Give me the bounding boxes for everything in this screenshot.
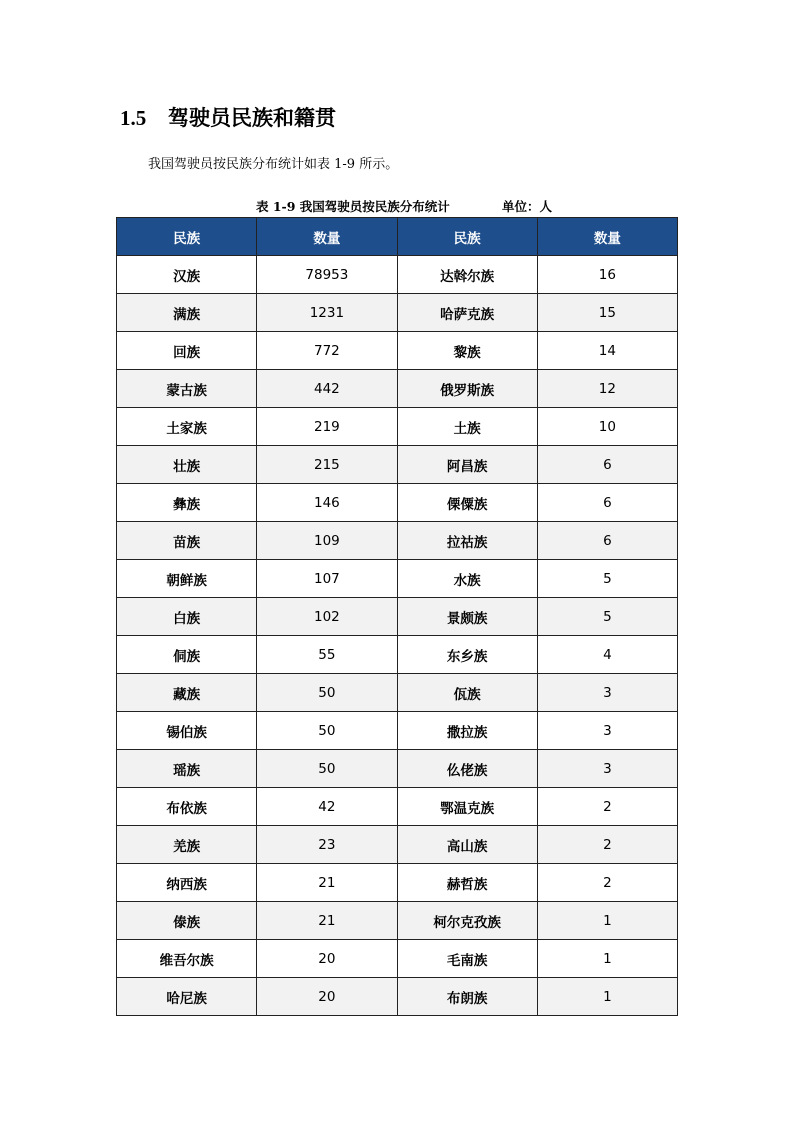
table-row <box>117 712 678 750</box>
table-row <box>117 598 678 636</box>
table-row <box>117 674 678 712</box>
count-cell: 21 <box>257 864 397 902</box>
count-cell: 3 <box>537 712 677 750</box>
ethnicity-cell: 拉祜族 <box>397 522 537 560</box>
ethnicity-cell: 黎族 <box>397 332 537 370</box>
table-row <box>117 484 678 522</box>
table-row <box>117 332 678 370</box>
count-cell: 3 <box>537 750 677 788</box>
table-caption-unit: 单位：人 <box>502 199 553 214</box>
count-cell: 109 <box>257 522 397 560</box>
ethnicity-cell: 壮族 <box>117 446 257 484</box>
ethnicity-cell: 阿昌族 <box>397 446 537 484</box>
section-title: 驾驶员民族和籍贯 <box>168 105 336 130</box>
table-row <box>117 750 678 788</box>
ethnicity-cell: 白族 <box>117 598 257 636</box>
ethnicity-cell: 哈萨克族 <box>397 294 537 332</box>
ethnicity-cell: 仫佬族 <box>397 750 537 788</box>
ethnicity-cell: 满族 <box>117 294 257 332</box>
section-heading <box>120 102 336 134</box>
table-row <box>117 408 678 446</box>
count-cell: 10 <box>537 408 677 446</box>
ethnicity-cell: 柯尔克孜族 <box>397 902 537 940</box>
count-cell: 3 <box>537 674 677 712</box>
table-row <box>117 256 678 294</box>
ethnicity-cell: 景颇族 <box>397 598 537 636</box>
count-cell: 6 <box>537 522 677 560</box>
count-cell: 14 <box>537 332 677 370</box>
table-row <box>117 294 678 332</box>
count-cell: 107 <box>257 560 397 598</box>
count-cell: 146 <box>257 484 397 522</box>
count-cell: 78953 <box>257 256 397 294</box>
count-cell: 50 <box>257 674 397 712</box>
ethnicity-cell: 俄罗斯族 <box>397 370 537 408</box>
table-row <box>117 826 678 864</box>
ethnicity-cell: 水族 <box>397 560 537 598</box>
count-cell: 20 <box>257 940 397 978</box>
ethnicity-cell: 土族 <box>397 408 537 446</box>
count-cell: 5 <box>537 598 677 636</box>
count-cell: 50 <box>257 712 397 750</box>
count-cell: 1231 <box>257 294 397 332</box>
count-cell: 219 <box>257 408 397 446</box>
ethnicity-cell: 佤族 <box>397 674 537 712</box>
count-cell: 1 <box>537 940 677 978</box>
ethnicity-cell: 蒙古族 <box>117 370 257 408</box>
count-cell: 442 <box>257 370 397 408</box>
table-body <box>117 256 678 1016</box>
count-cell: 16 <box>537 256 677 294</box>
ethnicity-cell: 布依族 <box>117 788 257 826</box>
count-cell: 4 <box>537 636 677 674</box>
section-number: 1.5 <box>120 106 147 130</box>
count-cell: 102 <box>257 598 397 636</box>
ethnicity-cell: 傣族 <box>117 902 257 940</box>
count-cell: 50 <box>257 750 397 788</box>
count-cell: 21 <box>257 902 397 940</box>
table-row <box>117 560 678 598</box>
ethnicity-cell: 朝鲜族 <box>117 560 257 598</box>
count-cell: 1 <box>537 978 677 1016</box>
count-cell: 20 <box>257 978 397 1016</box>
table-row <box>117 636 678 674</box>
table-row <box>117 864 678 902</box>
ethnicity-cell: 毛南族 <box>397 940 537 978</box>
count-cell: 1 <box>537 902 677 940</box>
count-cell: 215 <box>257 446 397 484</box>
ethnicity-cell: 高山族 <box>397 826 537 864</box>
ethnicity-cell: 鄂温克族 <box>397 788 537 826</box>
header-ethnicity-1: 民族 <box>117 218 257 256</box>
ethnicity-cell: 维吾尔族 <box>117 940 257 978</box>
table-row <box>117 446 678 484</box>
count-cell: 15 <box>537 294 677 332</box>
ethnicity-cell: 傈僳族 <box>397 484 537 522</box>
count-cell: 2 <box>537 864 677 902</box>
table-row <box>117 522 678 560</box>
ethnicity-cell: 苗族 <box>117 522 257 560</box>
table-row <box>117 370 678 408</box>
ethnicity-cell: 纳西族 <box>117 864 257 902</box>
ethnicity-cell: 东乡族 <box>397 636 537 674</box>
count-cell: 5 <box>537 560 677 598</box>
count-cell: 6 <box>537 446 677 484</box>
ethnicity-cell: 哈尼族 <box>117 978 257 1016</box>
ethnicity-table <box>116 217 678 1016</box>
ethnicity-cell: 锡伯族 <box>117 712 257 750</box>
header-ethnicity-2: 民族 <box>397 218 537 256</box>
ethnicity-cell: 赫哲族 <box>397 864 537 902</box>
header-count-2: 数量 <box>537 218 677 256</box>
table-row <box>117 940 678 978</box>
count-cell: 12 <box>537 370 677 408</box>
table-header-row <box>117 218 678 256</box>
ethnicity-cell: 汉族 <box>117 256 257 294</box>
table-row <box>117 788 678 826</box>
count-cell: 55 <box>257 636 397 674</box>
count-cell: 42 <box>257 788 397 826</box>
header-count-1: 数量 <box>257 218 397 256</box>
intro-paragraph: 我国驾驶员按民族分布统计如表 1-9 所示。 <box>148 157 399 172</box>
table-caption-label: 表 1-9 我国驾驶员按民族分布统计 <box>256 199 450 214</box>
count-cell: 23 <box>257 826 397 864</box>
count-cell: 6 <box>537 484 677 522</box>
ethnicity-cell: 彝族 <box>117 484 257 522</box>
table-row <box>117 978 678 1016</box>
ethnicity-cell: 侗族 <box>117 636 257 674</box>
ethnicity-cell: 土家族 <box>117 408 257 446</box>
ethnicity-cell: 布朗族 <box>397 978 537 1016</box>
ethnicity-cell: 羌族 <box>117 826 257 864</box>
ethnicity-cell: 藏族 <box>117 674 257 712</box>
table-row <box>117 902 678 940</box>
count-cell: 2 <box>537 788 677 826</box>
count-cell: 772 <box>257 332 397 370</box>
count-cell: 2 <box>537 826 677 864</box>
ethnicity-cell: 回族 <box>117 332 257 370</box>
ethnicity-cell: 撒拉族 <box>397 712 537 750</box>
ethnicity-cell: 瑶族 <box>117 750 257 788</box>
ethnicity-cell: 达斡尔族 <box>397 256 537 294</box>
